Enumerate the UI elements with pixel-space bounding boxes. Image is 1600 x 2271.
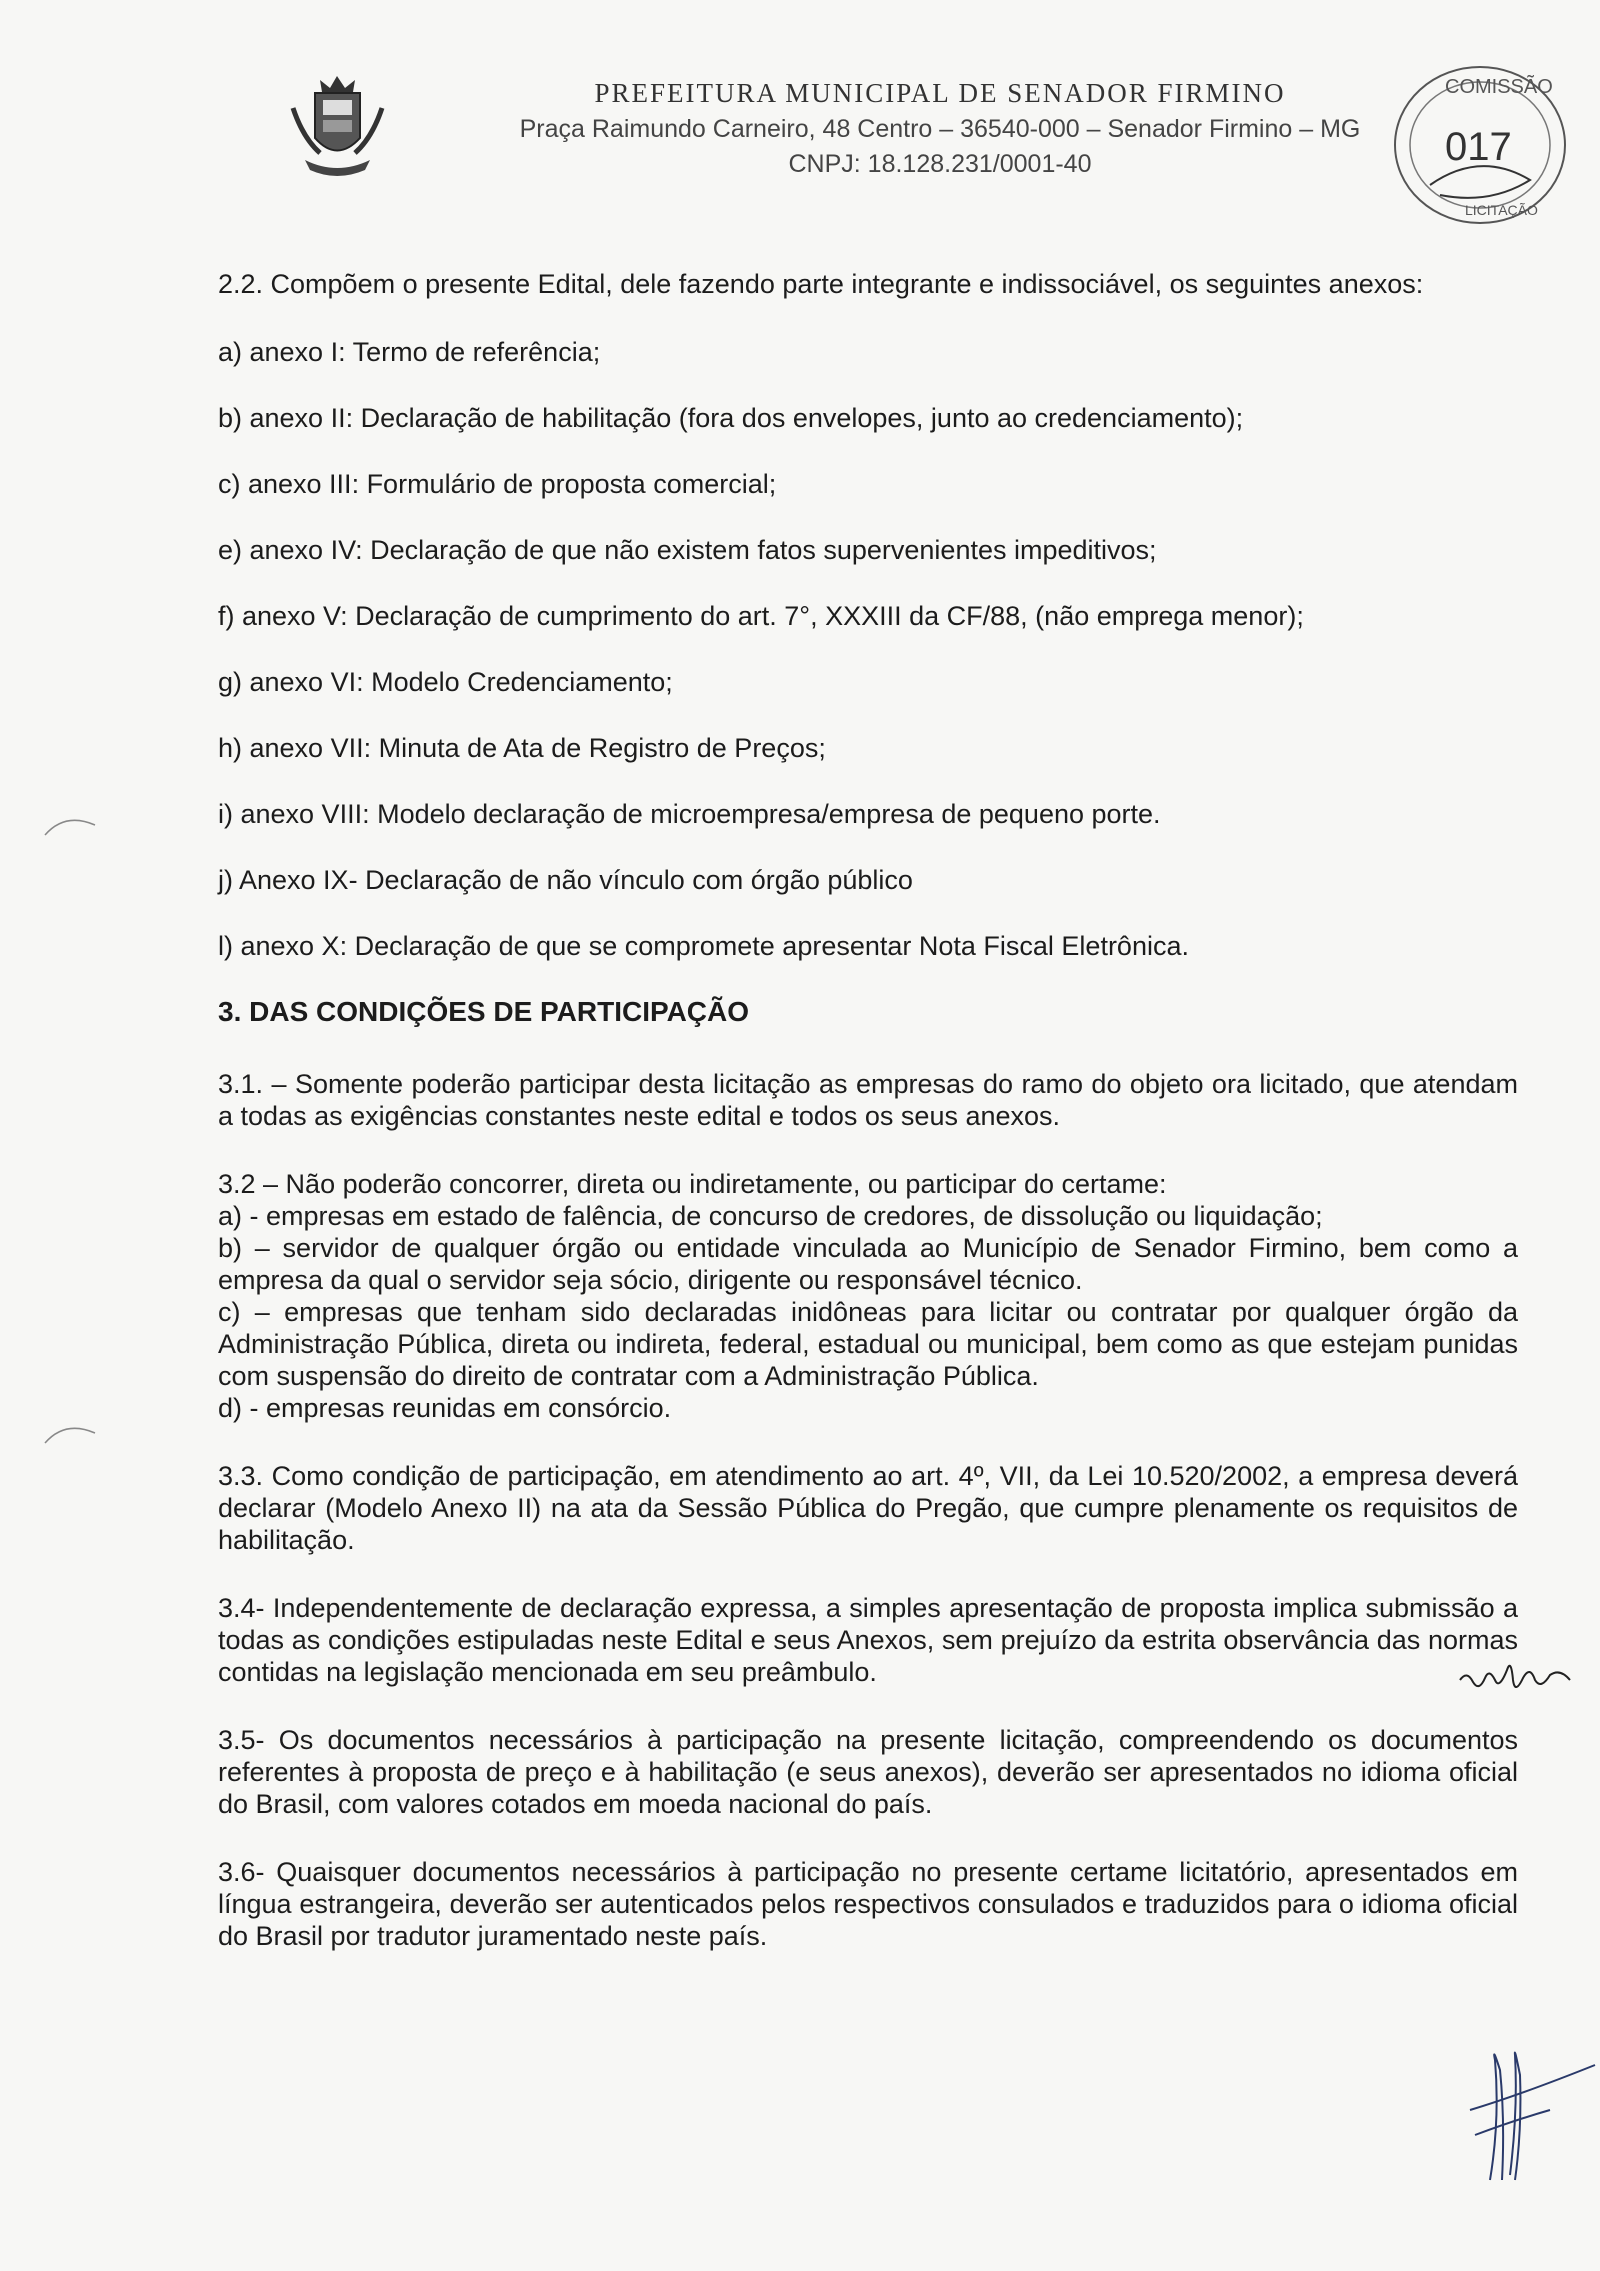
stamp-top-text: COMISSÃO — [1445, 76, 1553, 98]
paragraph-3-2-b: b) – servidor de qualquer órgão ou entidade vinculada ao Município de Senador Firmino, bem como a empresa da qual o servidor seja sócio, dirigente ou responsável técnico. — [218, 1233, 1518, 1295]
margin-mark-icon — [40, 1418, 100, 1448]
annex-item: l) anexo X: Declaração de que se compromete apresentar Nota Fiscal Eletrônica. — [218, 931, 1189, 961]
document-body — [218, 268, 1518, 1988]
annex-item: j) Anexo IX- Declaração de não vínculo com órgão público — [218, 865, 913, 895]
paragraph-3-6: 3.6- Quaisquer documentos necessários à participação no presente certame licitatório, apresentados em língua estrangeira, deverão ser autenticados pelos respectivos consulados e traduzidos para o idioma oficial do Brasil por tradutor juramentado neste país. — [218, 1857, 1518, 1951]
section-3-heading: 3. DAS CONDIÇÕES DE PARTICIPAÇÃO — [218, 996, 750, 1027]
paragraph-3-5: 3.5- Os documentos necessários à participação na presente licitação, compreendendo os documentos referentes à proposta de preço e à habilitação (e seus anexos), deverão ser apresentados no idioma oficial do Brasil, com valores cotados em moeda nacional do país. — [218, 1725, 1518, 1819]
handwritten-signature-icon — [1455, 1640, 1575, 1700]
paragraph-3-3: 3.3. Como condição de participação, em atendimento ao art. 4º, VII, da Lei 10.520/2002, a empresa deverá declarar (Modelo Anexo II) na ata da Sessão Pública do Pregão, que cumpre plenamente os requisitos de habilitação. — [218, 1461, 1518, 1555]
prefecture-cnpj: CNPJ: 18.128.231/0001-40 — [788, 150, 1092, 178]
paragraph-3-2-intro: 3.2 – Não poderão concorrer, direta ou indiretamente, ou participar do certame: — [218, 1169, 1167, 1199]
commission-stamp-icon — [1370, 55, 1580, 235]
stamp-number: 017 — [1445, 125, 1512, 169]
annex-item: f) anexo V: Declaração de cumprimento do art. 7°, XXXIII da CF/88, (não emprega menor); — [218, 601, 1304, 631]
letterhead — [440, 78, 1440, 179]
paragraph-3-2-a: a) - empresas em estado de falência, de concurso de credores, de dissolução ou liquidação; — [218, 1201, 1323, 1231]
annex-item: i) anexo VIII: Modelo declaração de microempresa/empresa de pequeno porte. — [218, 799, 1161, 829]
annex-item: b) anexo II: Declaração de habilitação (fora dos envelopes, junto ao credenciamento); — [218, 403, 1244, 433]
margin-mark-icon — [40, 810, 100, 840]
handwritten-signature-icon — [1460, 2040, 1600, 2190]
prefecture-title: PREFEITURA MUNICIPAL DE SENADOR FIRMINO — [594, 78, 1286, 108]
paragraph-3-4: 3.4- Independentemente de declaração expressa, a simples apresentação de proposta implica submissão a todas as condições estipuladas neste Edital e seus Anexos, sem prejuízo da estrita observância das normas contidas na legislação mencionada em seu preâmbulo. — [218, 1593, 1518, 1687]
annex-list — [218, 336, 1518, 962]
coat-of-arms-icon — [285, 68, 390, 183]
annex-item: a) anexo I: Termo de referência; — [218, 337, 601, 367]
paragraph-3-2-c: c) – empresas que tenham sido declaradas inidôneas para licitar ou contratar por qualquer órgão da Administração Pública, direta ou indireta, federal, estadual ou municipal, bem como as que estejam punidas com suspensão do direito de contratar com a Administração Pública. — [218, 1297, 1518, 1391]
section-2-2-intro: 2.2. Compõem o presente Edital, dele fazendo parte integrante e indissociável, os seguintes anexos: — [218, 269, 1424, 299]
prefecture-address: Praça Raimundo Carneiro, 48 Centro – 36540-000 – Senador Firmino – MG — [519, 115, 1361, 143]
annex-item: h) anexo VII: Minuta de Ata de Registro de Preços; — [218, 733, 826, 763]
annex-item: c) anexo III: Formulário de proposta comercial; — [218, 469, 777, 499]
annex-item: e) anexo IV: Declaração de que não existem fatos supervenientes impeditivos; — [218, 535, 1157, 565]
stamp-bottom-text: LICITAÇÃO — [1465, 202, 1538, 218]
paragraph-3-1: 3.1. – Somente poderão participar desta licitação as empresas do ramo do objeto ora licitado, que atendam a todas as exigências constantes neste edital e todos os seus anexos. — [218, 1069, 1518, 1131]
annex-item: g) anexo VI: Modelo Credenciamento; — [218, 667, 673, 697]
paragraph-3-2-d: d) - empresas reunidas em consórcio. — [218, 1393, 672, 1423]
